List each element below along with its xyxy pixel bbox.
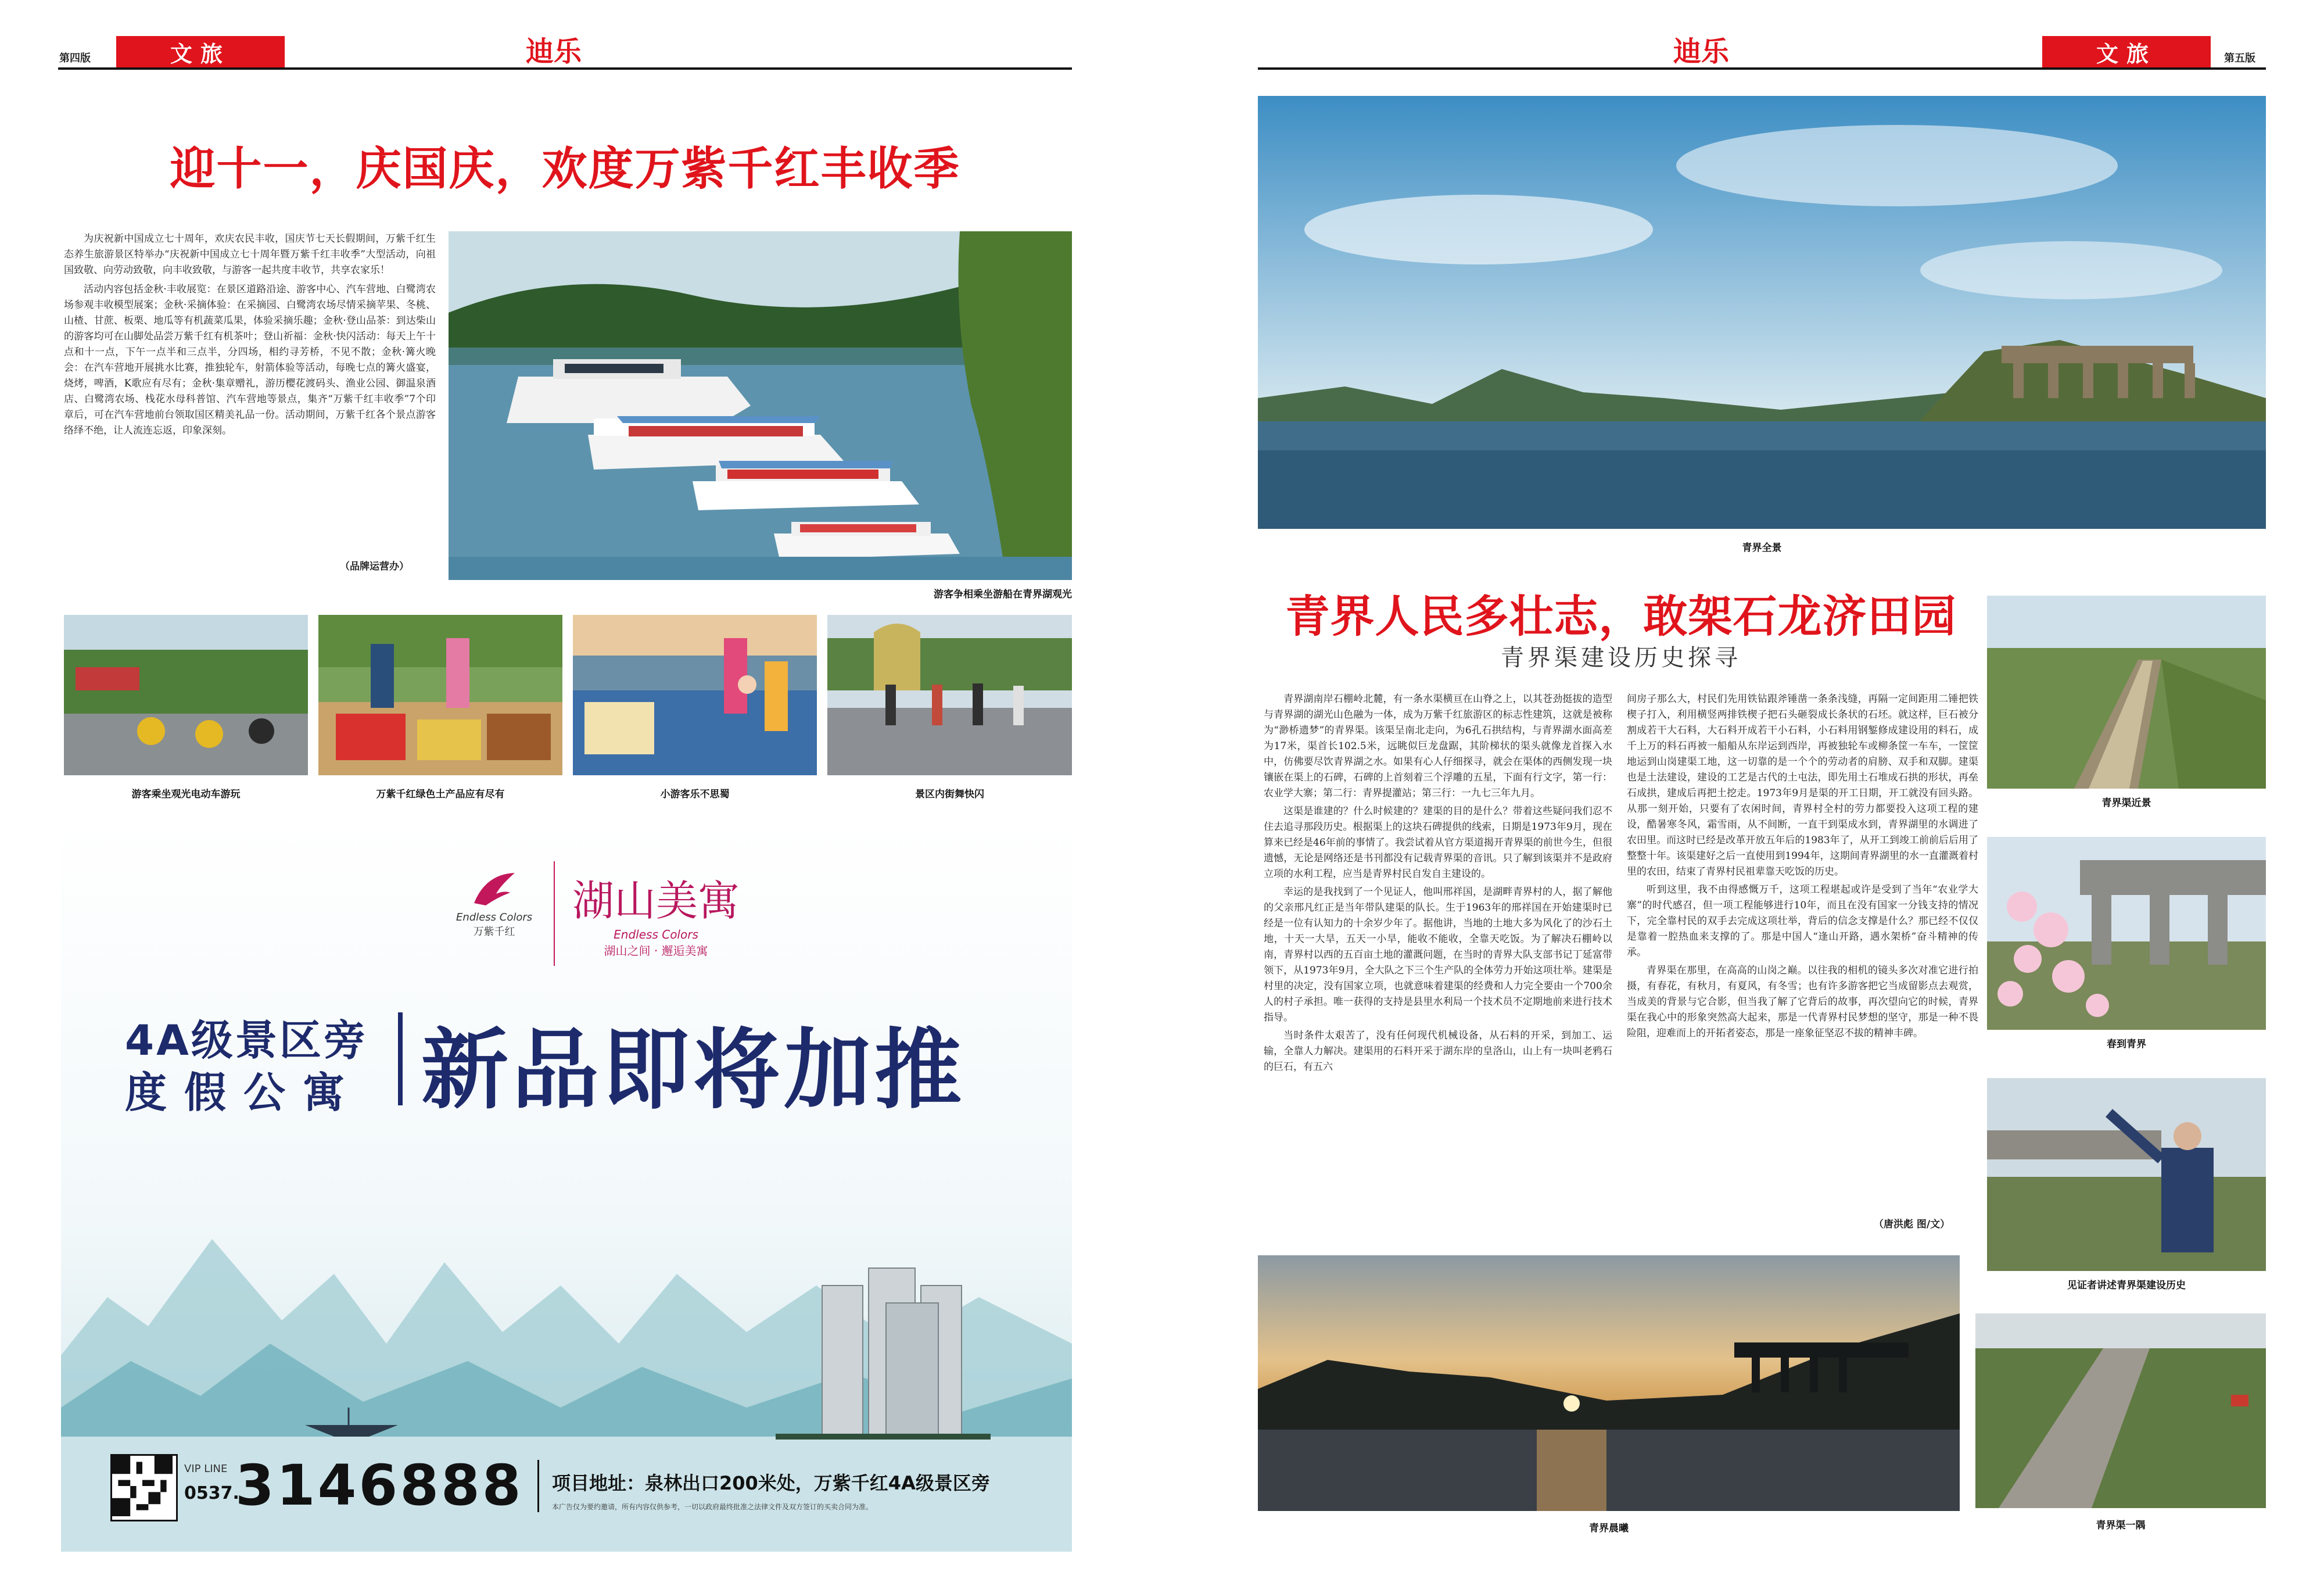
right-page-label: 第五版	[2224, 52, 2255, 65]
thumb-caption-4: 景区内街舞快闪	[915, 789, 984, 800]
thumb-caption-3: 小游客乐不思蜀	[660, 789, 730, 800]
panorama-caption: 青界全景	[1742, 542, 1782, 554]
qr-code-icon	[110, 1454, 178, 1521]
ad-project-en: Endless Colors	[614, 928, 698, 941]
right-top-rule	[1258, 67, 2266, 70]
boats-photo-caption: 游客争相乘坐游船在青界湖观光	[934, 589, 1072, 600]
ad-address: 项目地址：泉林出口200米处，万紫千红4A级景区旁	[552, 1472, 990, 1494]
spring-blossom-photo	[1987, 837, 2266, 1030]
left-article-para: 为庆祝新中国成立七十周年，欢庆农民丰收，国庆节七天长假期间，万紫千红生态养生旅游景区特举办“庆祝新中国成立七十周年暨万紫千红丰收季”大型活动，向祖国致敬、向劳动致敬，向丰收致敬，与游客一起共度丰收节，共享农家乐！	[64, 233, 436, 276]
left-page-label: 第四版	[59, 52, 91, 65]
bottom-right-caption: 青界渠一隅	[2096, 1520, 2146, 1531]
ad-landscape-illustration	[61, 821, 1072, 1552]
ad-brand-logo	[456, 868, 532, 939]
right-article-para: 幸运的是我找到了一个见证人，他叫邢祥国，是湖畔青界村的人，据了解他的父亲邢凡红正是当年带队建渠的队长。生于1963年的邢祥国在开始建渠时已经是一位有认知力的十余岁少年了。据他讲，当地的土地大多为风化了的沙石土地，十天一大旱，五天一小旱，能收不能收，全靠天吃饭。为了解决石棚岭以南，青界村以西的五百亩土地的灌溉问题，在当时的青界大队支部书记丁延富带领下，从1973年9月，全大队之下三个生产队的全体劳力开始这项壮举。建渠是村里的决定，没有国家立项，也就意味着建渠的经费和人力完全要由一个700余人的村子承担。唯一获得的支持是县里水利局一个技术员不定期地前来进行技术指导。	[1264, 886, 1612, 1023]
right-section-tab: 文旅	[2042, 36, 2211, 67]
ad-line1: 4A级景区旁	[125, 1016, 368, 1065]
left-masthead: 迪乐	[526, 35, 582, 68]
young-visitors-photo	[573, 615, 817, 775]
ad-line2: 度假公寓	[125, 1068, 363, 1117]
right-article-para: 青界湖南岸石棚岭北麓，有一条水渠横亘在山脊之上，以其苍劲挺拔的造型与青界湖的湖光山色融为一体，成为万紫千红旅游区的标志性建筑，这就是被称为“渺桥遗梦”的青界渠。该渠呈南北走向，为6孔石拱结构，与青界湖水面高差为17米，渠首长102.5米，远眺似巨龙盘踞，其阶梯状的渠头就像龙首探入水中，仿佛要尽饮青界湖之水。如果有心人仔细探寻，就会在渠体的西侧发现一块镶嵌在渠上的石碑，石碑的上首刻着三个浮雕的五星，下面有行文字，第一行：农业学大寨；第二行：青界提灌站；第三行：一九七三年九月。	[1264, 693, 1612, 799]
left-article	[64, 231, 436, 439]
ad-contact-divider	[537, 1460, 539, 1512]
ad-disclaimer: 本广告仅为要约邀请，所有内容仅供参考，一切以政府最终批准之法律文件及双方签订的买卖合同为准。	[552, 1503, 873, 1511]
right-article-para: 这渠是谁建的？什么时候建的？建渠的目的是什么？带着这些疑问我们忍不住去追寻那段历史。根据渠上的这块石碑提供的线索，日期是1973年9月，现在算来已经是46年前的事情了。我尝试着从官方渠道揭开青界渠的前世今生，但很遗憾，无论是网络还是书刊都没有记载青界渠的音讯。只了解到该渠并不是政府立项的水利工程，应当是青界村民自发自主建设的。	[1264, 805, 1612, 880]
ad-area-code: 0537.	[184, 1483, 239, 1503]
left-byline: （品牌运营办）	[340, 561, 409, 572]
canal-corner-photo	[1975, 1313, 2266, 1508]
ad-big-slogan: 新品即将加推	[421, 1020, 966, 1121]
canal-closeup-photo	[1987, 596, 2266, 789]
ad-brand-en: Endless Colors	[456, 911, 533, 923]
ad-logo-divider	[554, 861, 561, 966]
ad-divider-bar	[398, 1012, 403, 1105]
sunrise-caption: 青界晨曦	[1589, 1523, 1629, 1534]
left-section-tab: 文旅	[116, 36, 285, 67]
local-produce-photo	[318, 615, 562, 775]
right-article-col1	[1264, 692, 1612, 1075]
phoenix-logo-icon	[468, 868, 521, 909]
right-article-para: 青界渠在那里，在高高的山岗之巅。以往我的相机的镜头多次对准它进行拍摄，有春花，有秋月，有夏风，有冬雪；也有许多游客把它当成留影点去观赏，当成美的背景与它合影，但当我了解了它背后的故事，再次望向它的时候，青界渠在我心中的形象突然高大起来，那是一代青界村民梦想的坚守，那是一种不畏险阻，迎难而上的开拓者姿态，那是一座象征坚忍不拔的精神丰碑。	[1627, 965, 1978, 1039]
right-masthead: 迪乐	[1673, 35, 1730, 68]
street-dance-photo	[827, 615, 1072, 775]
right-article-para: 间房子那么大，村民们先用铁钻跟斧锤凿一条条浅缝，再隔一定间距用二锤把铁楔子打入，利用横竖两排铁楔子把石头砸裂成长条状的石坯。就这样，巨石被分割成若干大石料，大石料开成若干小石料，小石料用钢錾修成建设用的料石，成千上万的料石再被一船船从东岸运到西岸，再被独轮车或柳条筐一车车，一筐筐地运到山岗建渠工地，这一切靠的是一个个的劳动者的肩膀、双手和双脚。建渠也是土法建设，建设的工艺是古代的土屯法，即先用土石堆成石拱的形状，再垒石成拱，建成后再把土挖走。1973年9月是渠的开工日期，开工就没有回头路。从那一刻开始，只要有了农闲时间，青界村全村的劳力都要投入这项工程的建设，酷暑寒冬风，霜雪雨，从不间断，一直干到渠成水到，青界湖里的水调进了农田里。而这时已经是改革开放五年后的1983年了，从开工到竣工前前后后用了整整十年。该渠建好之后一直使用到1994年，这期间青界湖里的水一直灌溉着村里的农田，结束了青界村民祖辈靠天吃饭的历史。	[1627, 693, 1978, 878]
thumb-caption-2: 万紫千红绿色土产品应有尽有	[376, 789, 505, 800]
right-article-para: 听到这里，我不由得感慨万千，这项工程堪起或许是受到了当年“农业学大寨”的时代感召，但一项工程能够进行10年，而且在没有国家一分钱支持的情况下，完全靠村民的双手去完成这项壮举，背后的信念支撑是什么？那已经不仅仅是靠着一腔热血来支撑的了。那是中国人“逢山开路，遇水架桥”奋斗精神的传承。	[1627, 884, 1978, 958]
sidebar-caption-2: 春到青界	[2107, 1039, 2146, 1050]
ad-phone: 3146888	[235, 1453, 523, 1518]
left-headline: 迎十一，庆国庆，欢度万紫千红丰收季	[170, 143, 960, 195]
ad-project-tagline: 湖山之间 · 邂逅美寓	[604, 944, 708, 958]
qingjie-panorama-photo	[1258, 96, 2266, 529]
right-headline: 青界人民多壮志，敢架石龙济田园	[1285, 590, 1957, 642]
qingjie-sunrise-photo	[1258, 1255, 1960, 1511]
sidebar-caption-3: 见证者讲述青界渠建设历史	[2067, 1280, 2186, 1291]
right-article-col2	[1627, 692, 1978, 1041]
right-article-para: 当时条件太艰苦了，没有任何现代机械设备，从石料的开采，到加工、运输，全靠人力解决。建渠用的石料开采于湖东岸的皇洛山，山上有一块叫老鸦石的巨石，有五六	[1264, 1030, 1612, 1073]
thumb-caption-1: 游客乘坐观光电动车游玩	[131, 789, 241, 800]
apartment-ad	[61, 821, 1072, 1552]
electric-car-photo	[64, 615, 308, 775]
right-subhead: 青界渠建设历史探寻	[1501, 645, 1741, 671]
ad-project-name: 湖山美寓	[572, 876, 740, 925]
sidebar-caption-1: 青界渠近景	[2101, 797, 2151, 809]
right-byline: （唐洪彪 图/文）	[1874, 1219, 1950, 1230]
ad-project-logo	[572, 867, 740, 958]
left-article-para: 活动内容包括金秋·丰收展览：在景区道路沿途、游客中心、汽车营地、白鹭湾农场参观丰收模型展案；金秋·采摘体验：在采摘园、白鹭湾农场尽情采摘苹果、冬桃、山楂、甘蔗、板栗、地瓜等有机蔬菜瓜果，体验采摘乐趣；金秋·登山品茶：到达柴山的游客均可在山脚处品尝万紫千红有机茶叶；登山祈福：金秋·快闪活动：每天上午十点和十一点，下午一点半和三点半，分四场，相约寻芳桥，不见不散；金秋·篝火晚会：在汽车营地开展挑水比赛，推独轮车，射箭体验等活动，每晚七点的篝火盛宴，烧烤，啤酒，K歌应有尽有；金秋·集章赠礼，游历樱花渡码头、渔业公园、御温泉酒店、白鹭湾农场、栈花水母科普馆、汽车营地等景点，集齐“万紫千红丰收季”7个印章后，可在汽车营地前台领取国区精美礼品一份。活动期间，万紫千红各个景点游客络绎不绝，让人流连忘返，印象深刻。	[64, 284, 436, 436]
witness-photo	[1987, 1078, 2266, 1271]
boats-photo	[449, 231, 1072, 580]
ad-vip-label: VIP LINE	[184, 1463, 228, 1475]
ad-brand-cn: 万紫千红	[473, 926, 515, 938]
